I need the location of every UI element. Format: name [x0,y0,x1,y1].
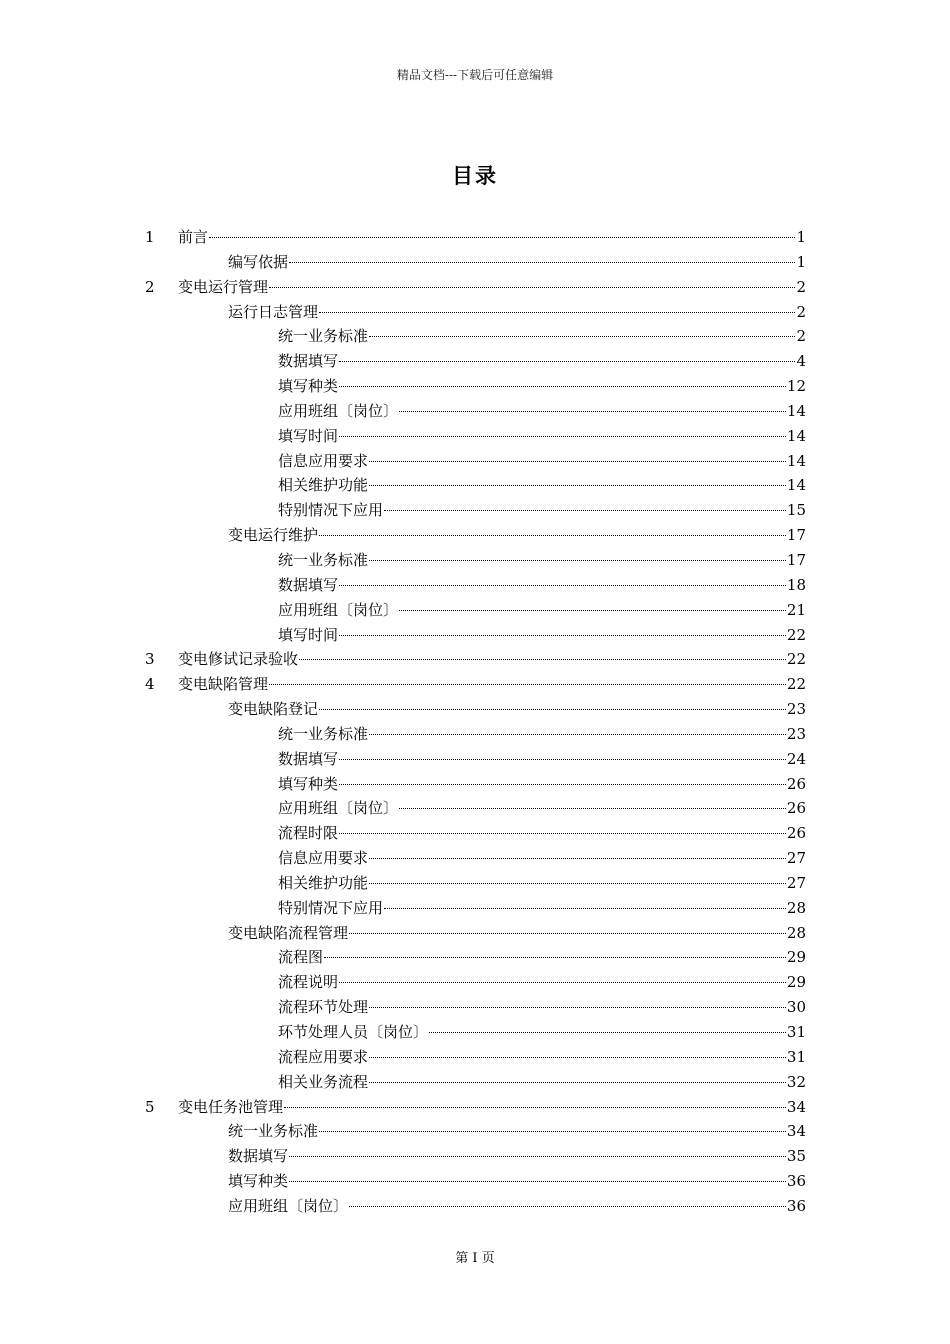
toc-entry-page: 34 [786,1097,806,1116]
toc-entry-label: 统一业务标准 [278,724,369,743]
toc-entry-label: 数据填写 [228,1147,289,1166]
toc-dot-leader [339,635,786,636]
toc-dot-leader [319,535,786,536]
toc-entry-page: 31 [786,1047,806,1066]
toc-entry[interactable] [145,498,806,523]
toc-entry[interactable] [145,623,806,648]
toc-dot-leader [339,361,795,362]
toc-entry-page: 26 [786,774,806,793]
toc-dot-leader [299,659,786,660]
toc-entry[interactable] [145,747,806,772]
toc-dot-leader [399,610,786,611]
toc-entry-label: 流程环节处理 [278,998,369,1017]
toc-entry-page: 26 [786,824,806,843]
toc-dot-leader [384,510,786,511]
toc-entry-label: 信息应用要求 [278,849,369,868]
toc-entry[interactable] [145,722,806,747]
toc-entry[interactable] [145,324,806,349]
toc-entry-label: 特别情况下应用 [278,898,384,917]
toc-entry-page: 14 [786,476,806,495]
toc-entry-label: 编写依据 [228,252,289,271]
toc-entry-label: 数据填写 [278,575,339,594]
toc-dot-leader [369,461,786,462]
toc-entry-label: 相关维护功能 [278,873,369,892]
toc-entry-page: 2 [796,277,806,296]
toc-entry[interactable] [145,1045,806,1070]
toc-entry-label: 数据填写 [278,749,339,768]
toc-dot-leader [339,759,786,760]
toc-entry-label: 流程说明 [278,973,339,992]
toc-entry-page: 23 [786,724,806,743]
toc-entry-label: 流程应用要求 [278,1047,369,1066]
toc-entry[interactable] [145,523,806,548]
toc-dot-leader [369,734,786,735]
page-footer: 第 I 页 [455,1251,495,1266]
toc-entry[interactable] [145,871,806,896]
toc-entry[interactable] [145,250,806,275]
toc-entry-page: 4 [796,352,806,371]
toc-entry[interactable] [145,647,806,672]
toc-entry-label: 运行日志管理 [228,302,319,321]
toc-entry[interactable] [145,1070,806,1095]
toc-entry-number: 4 [145,675,155,694]
toc-entry[interactable] [145,772,806,797]
toc-entry[interactable] [145,672,806,697]
toc-dot-leader [349,933,786,934]
toc-entry-page: 26 [786,799,806,818]
toc-entry-label: 特别情况下应用 [278,501,384,520]
toc-entry[interactable] [145,399,806,424]
toc-entry[interactable] [145,374,806,399]
toc-entry-label: 统一业务标准 [228,1122,319,1141]
toc-entry-label: 应用班组〔岗位〕 [278,401,399,420]
toc-entry-number: 3 [145,650,155,669]
toc-entry-page: 28 [786,923,806,942]
toc-entry-label: 填写种类 [278,377,339,396]
toc-entry-label: 应用班组〔岗位〕 [228,1196,349,1215]
toc-entry[interactable] [145,1119,806,1144]
toc-entry[interactable] [145,970,806,995]
toc-dot-leader [269,287,795,288]
toc-entry-label: 变电缺陷流程管理 [228,923,349,942]
toc-entry[interactable] [145,1095,806,1120]
toc-entry[interactable] [145,921,806,946]
toc-entry-label: 填写时间 [278,426,339,445]
toc-entry-page: 2 [796,302,806,321]
toc-entry-label: 数据填写 [278,352,339,371]
toc-entry-page: 28 [786,898,806,917]
toc-entry-label: 信息应用要求 [278,451,369,470]
toc-entry-page: 27 [786,849,806,868]
toc-dot-leader [339,982,786,983]
toc-entry-page: 1 [796,228,806,246]
toc-entry[interactable] [145,796,806,821]
toc-dot-leader [339,784,786,785]
toc-entry-label: 相关维护功能 [278,476,369,495]
toc-entry-label: 变电缺陷登记 [228,700,319,719]
toc-entry[interactable] [145,573,806,598]
toc-entry-page: 21 [786,600,806,619]
toc-dot-leader [369,485,786,486]
toc-entry[interactable] [145,225,806,250]
toc-entry[interactable] [145,896,806,921]
toc-entry[interactable] [145,697,806,722]
toc-entry-page: 14 [786,426,806,445]
toc-dot-leader [339,833,786,834]
toc-entry-page: 27 [786,873,806,892]
toc-entry-label: 填写种类 [278,774,339,793]
toc-entry-page: 36 [786,1172,806,1191]
toc-dot-leader [369,336,795,337]
toc-dot-leader [289,262,795,263]
toc-entry[interactable] [145,300,806,325]
toc-dot-leader [369,1057,786,1058]
toc-entry-page: 14 [786,451,806,470]
toc-entry-page: 31 [786,1023,806,1041]
toc-entry-label: 统一业务标准 [278,550,369,569]
toc-entry-page: 35 [786,1147,806,1166]
toc-dot-leader [384,908,786,909]
toc-entry[interactable] [145,449,806,474]
toc-dot-leader [289,1156,786,1157]
toc-entry-page: 18 [786,575,806,594]
toc-entry-label: 填写种类 [228,1172,289,1191]
toc-entry[interactable] [145,598,806,623]
toc-entry[interactable] [145,1020,806,1045]
toc-dot-leader [319,709,786,710]
toc-dot-leader [369,883,786,884]
toc-entry-label: 变电任务池管理 [178,1097,284,1116]
toc-dot-leader [369,858,786,859]
toc-dot-leader [209,237,795,238]
toc-dot-leader [289,1181,786,1182]
toc-entry-page: 30 [786,998,806,1017]
toc-dot-leader [284,1107,786,1108]
toc-entry-label: 变电修试记录验收 [178,650,299,669]
toc-entry-label: 应用班组〔岗位〕 [278,600,399,619]
toc-dot-leader [339,585,786,586]
toc-entry-label: 应用班组〔岗位〕 [278,799,399,818]
toc-entry-label: 变电运行维护 [228,526,319,545]
toc-entry-page: 14 [786,401,806,420]
toc-entry-page: 22 [786,650,806,669]
toc-dot-leader [399,808,786,809]
toc-entry-label: 前言 [178,228,209,246]
toc-entry-number: 5 [145,1097,155,1116]
toc-entry[interactable] [145,424,806,449]
toc-entry-page: 17 [786,526,806,545]
toc-entry[interactable] [145,275,806,300]
toc-entry[interactable] [145,945,806,970]
toc-entry[interactable] [145,846,806,871]
toc-dot-leader [399,411,786,412]
toc-entry-page: 24 [786,749,806,768]
toc-entry-page: 36 [786,1196,806,1215]
toc-entry-label: 流程图 [278,948,324,967]
page-title: 目录 [452,164,498,188]
toc-dot-leader [269,684,786,685]
toc-entry-page: 15 [786,501,806,520]
toc-entry-page: 12 [786,377,806,396]
toc-entry-page: 23 [786,700,806,719]
toc-entry-page: 29 [786,948,806,967]
toc-entry[interactable] [145,1194,806,1219]
toc-entry-label: 统一业务标准 [278,327,369,346]
toc-entry[interactable] [145,473,806,498]
toc-dot-leader [369,560,786,561]
toc-dot-leader [339,386,786,387]
toc-entry-page: 22 [786,625,806,644]
toc-dot-leader [349,1206,786,1207]
toc-dot-leader [324,957,786,958]
toc-entry-page: 17 [786,550,806,569]
toc-entry-number: 1 [145,228,155,246]
toc-dot-leader [319,1131,786,1132]
toc-entry-label: 相关业务流程 [278,1072,369,1091]
toc-entry[interactable] [145,1169,806,1194]
toc-entry-number: 2 [145,277,155,296]
table-of-contents [145,225,806,1219]
toc-entry[interactable] [145,995,806,1020]
toc-entry-page: 29 [786,973,806,992]
toc-entry-page: 2 [796,327,806,346]
toc-dot-leader [319,312,795,313]
page-header: 精品文档---下载后可任意编辑 [396,68,554,82]
toc-entry-page: 22 [786,675,806,694]
toc-entry[interactable] [145,821,806,846]
toc-dot-leader [369,1082,786,1083]
toc-entry-label: 环节处理人员〔岗位〕 [278,1023,429,1041]
toc-entry-label: 填写时间 [278,625,339,644]
toc-entry[interactable] [145,548,806,573]
toc-entry-label: 变电缺陷管理 [178,675,269,694]
toc-entry[interactable] [145,1144,806,1169]
toc-entry-label: 变电运行管理 [178,277,269,296]
toc-entry-label: 流程时限 [278,824,339,843]
toc-entry-page: 1 [796,252,806,271]
toc-dot-leader [339,436,786,437]
toc-entry-page: 34 [786,1122,806,1141]
toc-entry[interactable] [145,349,806,374]
toc-dot-leader [369,1007,786,1008]
toc-entry-page: 32 [786,1072,806,1091]
toc-dot-leader [429,1032,786,1033]
